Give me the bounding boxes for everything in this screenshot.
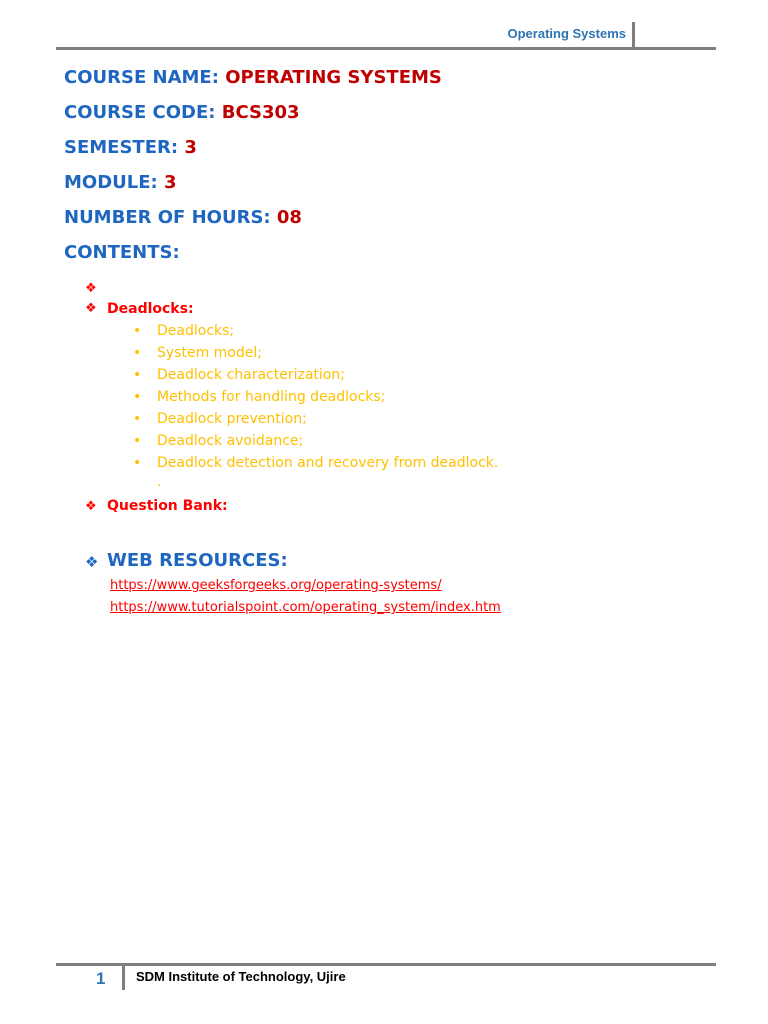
topic-text: Methods for handling deadlocks; bbox=[157, 389, 386, 405]
bullet-dot-icon: • bbox=[133, 411, 142, 427]
list-item bbox=[133, 320, 498, 342]
topic-text: Deadlock detection and recovery from deadlock. bbox=[157, 455, 499, 471]
footer-divider bbox=[122, 964, 125, 990]
link-geeksforgeeks[interactable]: https://www.geeksforgeeks.org/operating-systems/ bbox=[110, 578, 442, 593]
diamond-bullet-icon: ❖ bbox=[85, 499, 97, 514]
hours-value: 08 bbox=[276, 207, 302, 228]
course-code-label: COURSE CODE: bbox=[64, 102, 216, 123]
hours-label: NUMBER OF HOURS: bbox=[64, 207, 271, 228]
contents-label: CONTENTS: bbox=[64, 242, 180, 263]
course-name-label: COURSE NAME: bbox=[64, 67, 219, 88]
header-title: Operating Systems bbox=[507, 26, 626, 41]
list-item bbox=[133, 430, 498, 452]
topic-text: Deadlock characterization; bbox=[157, 367, 345, 383]
list-item bbox=[133, 408, 498, 430]
topic-text: Deadlocks; bbox=[157, 323, 235, 339]
link-tutorialspoint[interactable]: https://www.tutorialspoint.com/operating_system/index.htm bbox=[110, 600, 501, 615]
topic-text: Deadlock avoidance; bbox=[157, 433, 304, 449]
course-name-value: OPERATING SYSTEMS bbox=[225, 67, 442, 88]
bullet-dot-icon: • bbox=[133, 345, 142, 361]
footer-rule bbox=[56, 963, 716, 966]
header-rule bbox=[56, 47, 716, 50]
bullet-dot-icon: • bbox=[133, 433, 142, 449]
section-question-bank-title: Question Bank: bbox=[107, 498, 228, 514]
contents-line bbox=[64, 242, 180, 264]
list-item bbox=[133, 364, 498, 386]
semester-line bbox=[64, 137, 197, 159]
semester-label: SEMESTER: bbox=[64, 137, 179, 158]
module-line bbox=[64, 172, 177, 194]
course-name-line bbox=[64, 67, 442, 89]
topic-text: Deadlock prevention; bbox=[157, 411, 307, 427]
diamond-bullet-icon: ❖ bbox=[85, 553, 99, 571]
list-item bbox=[133, 342, 498, 364]
bullet-dot-icon: • bbox=[133, 455, 142, 471]
header-divider bbox=[632, 22, 635, 48]
diamond-bullet-icon: ❖ bbox=[85, 301, 97, 316]
module-label: MODULE: bbox=[64, 172, 158, 193]
topic-list bbox=[133, 320, 498, 474]
trailing-mark: . bbox=[157, 474, 162, 490]
topic-text: System model; bbox=[157, 345, 262, 361]
list-item bbox=[133, 386, 498, 408]
section-deadlocks-title: Deadlocks: bbox=[107, 301, 194, 317]
bullet-dot-icon: • bbox=[133, 323, 142, 339]
course-code-line bbox=[64, 102, 300, 124]
diamond-bullet-icon: ❖ bbox=[85, 281, 97, 296]
page-number: 1 bbox=[96, 969, 106, 988]
hours-line bbox=[64, 207, 302, 229]
bullet-dot-icon: • bbox=[133, 367, 142, 383]
module-value: 3 bbox=[164, 172, 177, 193]
semester-value: 3 bbox=[184, 137, 197, 158]
course-code-value: BCS303 bbox=[221, 102, 300, 123]
web-resources-title: WEB RESOURCES: bbox=[107, 550, 288, 571]
bullet-dot-icon: • bbox=[133, 389, 142, 405]
footer-institution: SDM Institute of Technology, Ujire bbox=[136, 969, 346, 984]
list-item bbox=[133, 452, 498, 474]
